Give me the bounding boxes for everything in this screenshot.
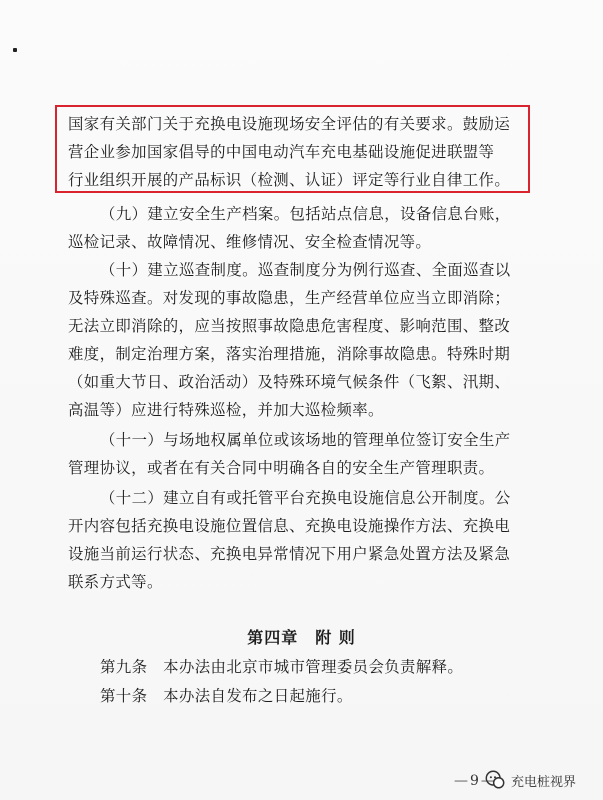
highlighted-line: 行业组织开展的产品标识（检测、认证）评定等行业自律工作。 — [68, 171, 511, 189]
item-10-line: （十）建立巡查制度。巡查制度分为例行巡查、全面巡查以 — [100, 261, 511, 279]
item-12-line: 开内容包括充换电设施位置信息、充换电设施操作方法、充换电 — [68, 517, 511, 535]
item-10-line: 难度，制定治理方案，落实治理措施，消除事故隐患。特殊时期 — [68, 345, 511, 363]
highlighted-line: 营企业参加国家倡导的中国电动汽车充电基础设施促进联盟等 — [68, 143, 495, 161]
page-number: — 9 — — [452, 773, 497, 789]
item-10-line: （如重大节日、政治活动）及特殊环境气候条件（飞絮、汛期、 — [68, 373, 511, 391]
item-9-line: 巡检记录、故障情况、维修情况、安全检查情况等。 — [68, 233, 432, 251]
item-12-line: （十二）建立自有或托管平台充换电设施信息公开制度。公 — [100, 489, 511, 507]
article-9: 第九条 本办法由北京市城市管理委员会负责解释。 — [100, 658, 464, 676]
item-10-line: 及特殊巡查。对发现的事故隐患，生产经营单位应当立即消除； — [68, 289, 511, 307]
item-11-line: 管理协议，或者在有关合同中明确各自的安全生产管理职责。 — [68, 459, 495, 477]
article-10: 第十条 本办法自发布之日起施行。 — [100, 687, 353, 705]
watermark — [484, 768, 576, 792]
item-10-line: 无法立即消除的，应当按照事故隐患危害程度、影响范围、整改 — [68, 317, 511, 335]
corner-mark — [13, 48, 17, 52]
chat-bubble-icon — [484, 769, 506, 791]
item-12-line: 设施当前运行状态、充换电异常情况下用户紧急处置方法及紧急 — [68, 545, 511, 563]
item-10-line: 高温等）应进行特殊巡检，并加大巡检频率。 — [68, 401, 384, 419]
item-11-line: （十一）与场地权属单位或该场地的管理单位签订安全生产 — [100, 431, 511, 449]
item-12-line: 联系方式等。 — [68, 573, 163, 591]
chapter-title: 第四章 附 则 — [247, 628, 356, 647]
item-9-line: （九）建立安全生产档案。包括站点信息，设备信息台账， — [100, 205, 511, 223]
highlighted-line: 国家有关部门关于充换电设施现场安全评估的有关要求。鼓励运 — [68, 115, 511, 133]
page-footer — [0, 768, 603, 794]
watermark-text: 充电桩视界 — [511, 774, 577, 790]
